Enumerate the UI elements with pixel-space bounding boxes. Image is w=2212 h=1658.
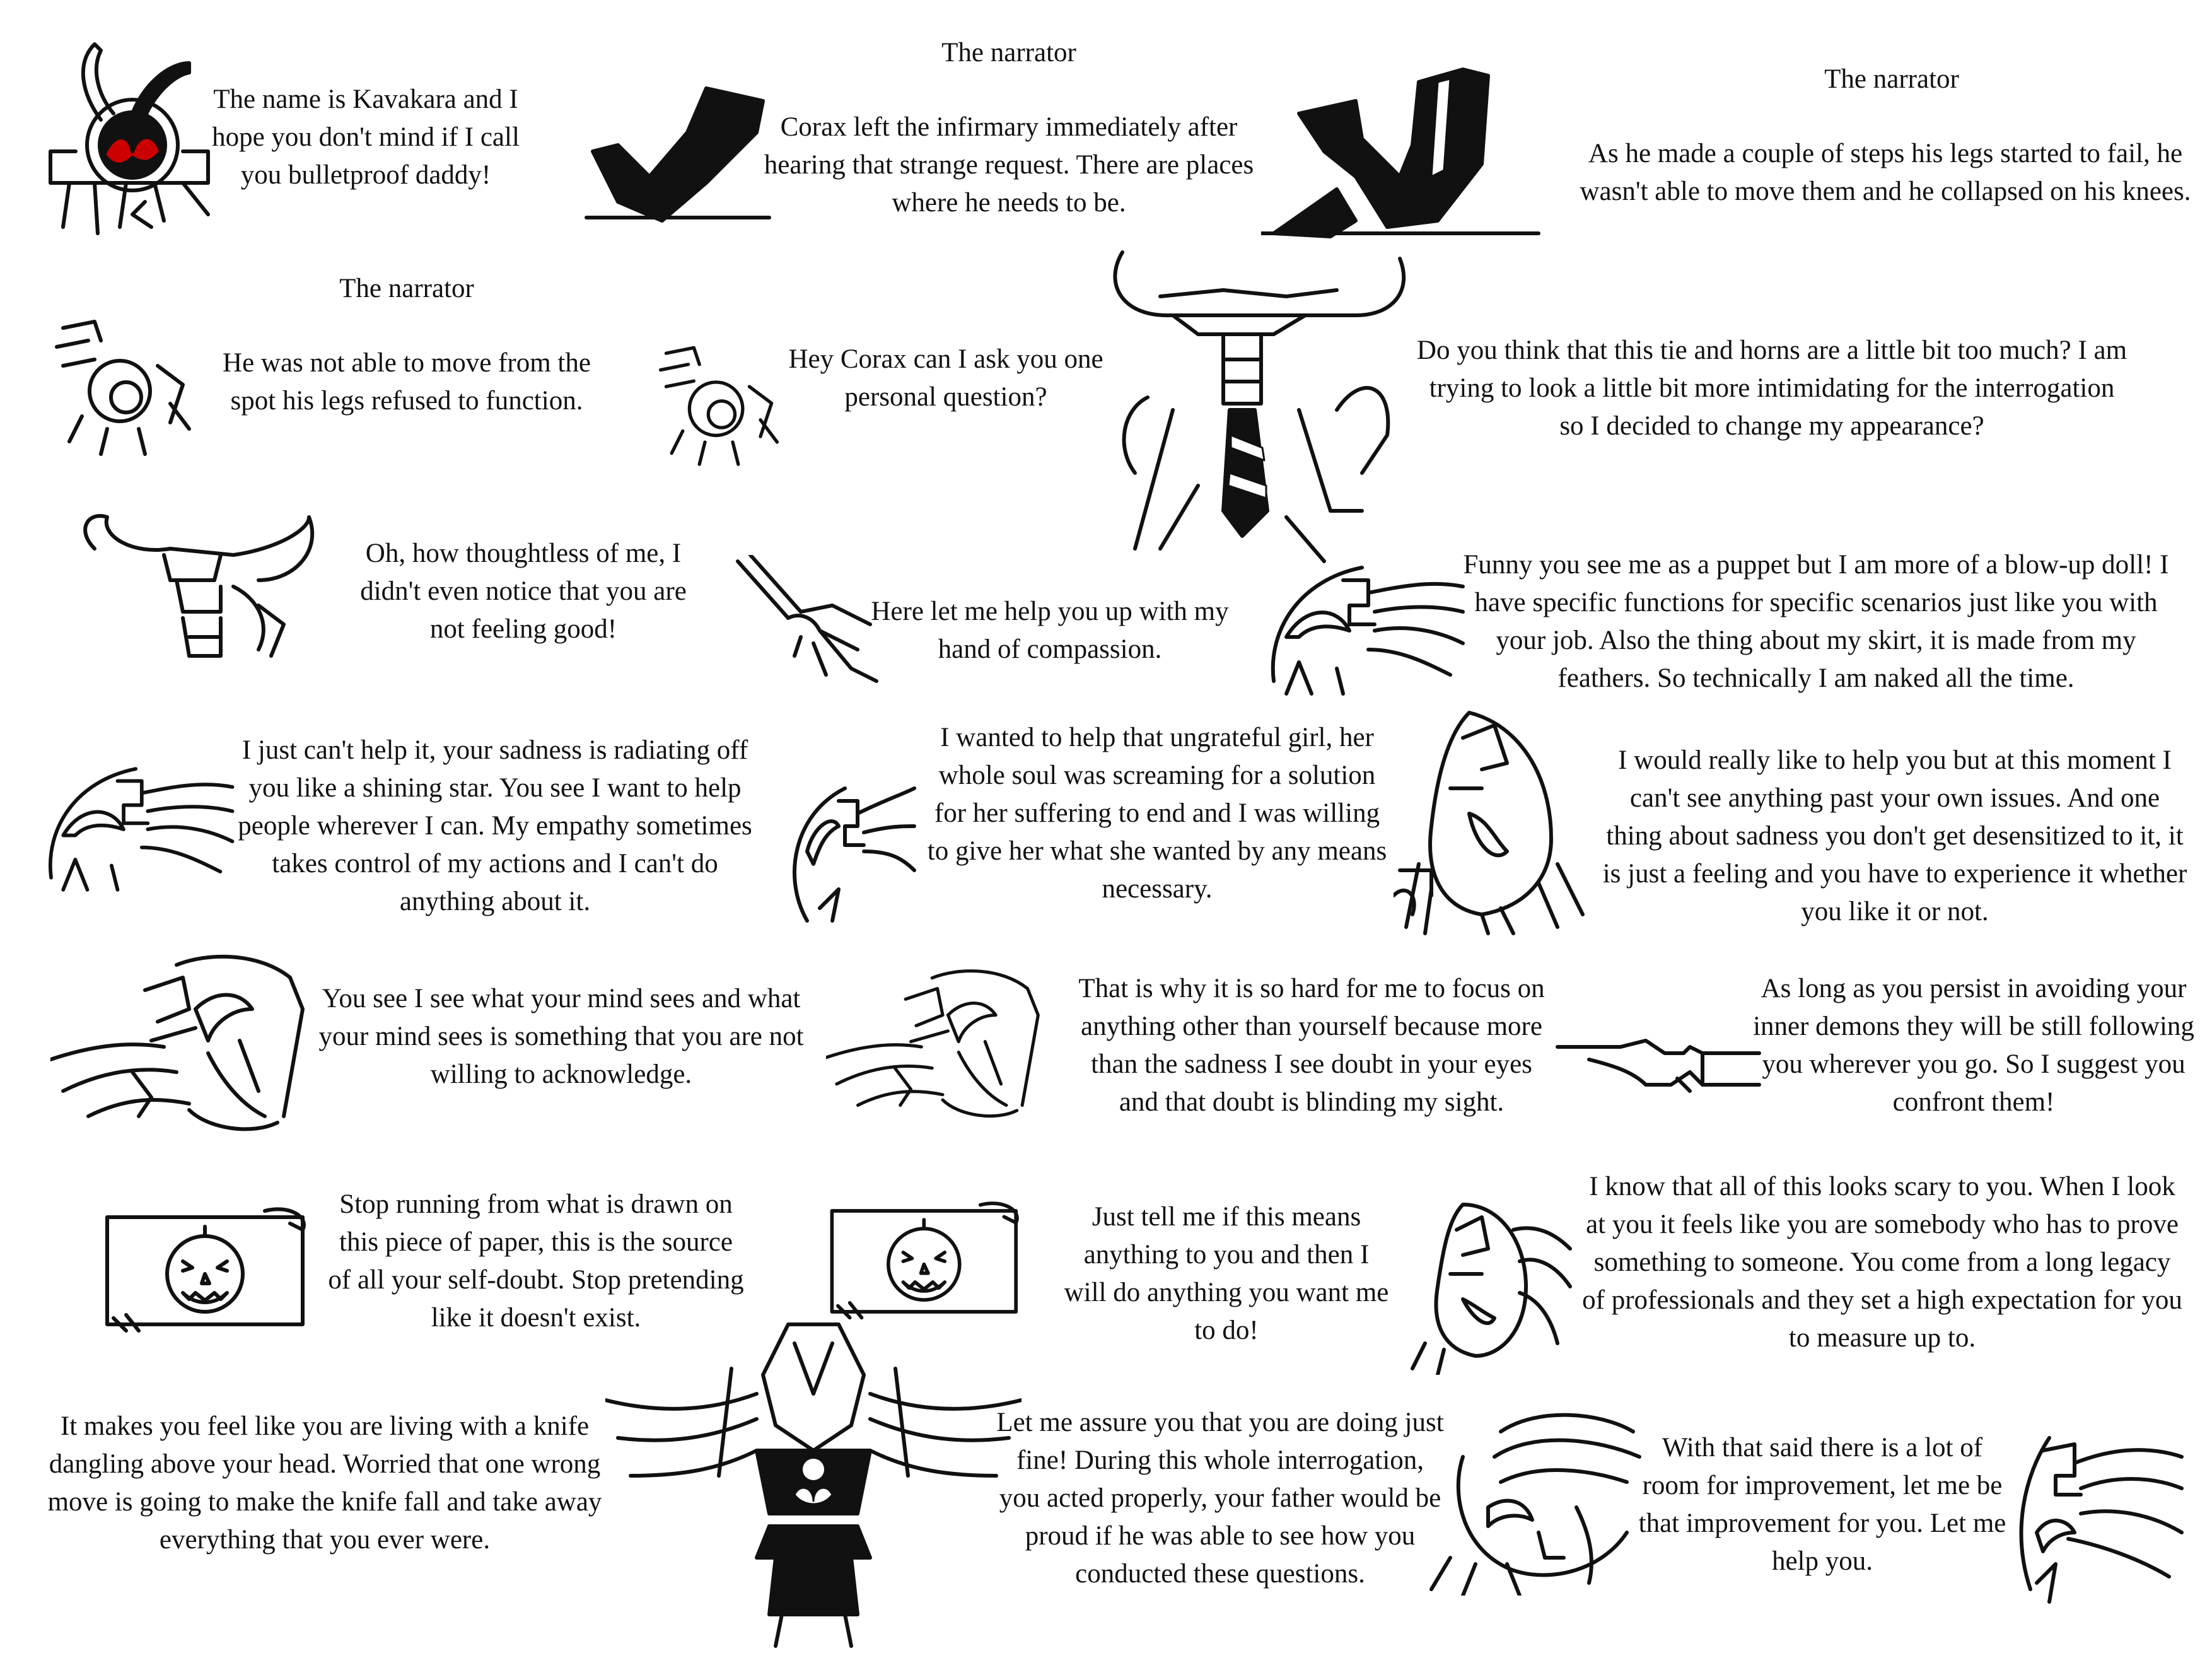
pumpkin-paper-icon xyxy=(826,1198,1028,1324)
tangled-head-icon xyxy=(1425,1406,1652,1596)
panel-inner-demons: As long as you persist in avoiding your inner demons they will be still following you wherever you go. So I suggest you confront them! xyxy=(1753,974,2194,1117)
mask-head-icon xyxy=(1999,1425,2188,1614)
panel-doubt-in-eyes: That is why it is so hard for me to focus on anything other than yourself because more than the sadness I see doubt in your eyes and that doubt is blinding my sight. xyxy=(1078,974,1545,1117)
mask-head-icon xyxy=(1261,555,1469,706)
mask-head-icon xyxy=(1394,700,1595,940)
tangled-head-icon xyxy=(826,959,1059,1135)
panel-ungrateful-girl: I wanted to help that ungrateful girl, her whole soul was screaming for a solution for her suffering to end and I was willing to give her what she wanted by any means necessary. xyxy=(927,723,1387,904)
dangling-figure-icon xyxy=(605,1318,1022,1652)
panel-means-anything: Just tell me if this means anything to you and then I will do anything you want me to do! xyxy=(1064,1202,1389,1345)
kavakara-face-icon xyxy=(38,38,227,240)
helmet-icon xyxy=(44,303,202,460)
tangled-head-icon xyxy=(50,952,328,1141)
helmet-icon xyxy=(649,328,788,473)
panel-past-your-issues: I would really like to help you but at this moment I can't see anything past your own issues. And one thing about sadness you don't get desensitized to it, it is just a feeling and you have to experience it whether you like it or not. xyxy=(1602,745,2187,926)
panel-tie-and-horns: Do you think that this tie and horns are a little bit too much? I am trying to look a little bit more intimidating for the interrogation so I decided to change my appearance? xyxy=(1416,336,2128,441)
panel-kavakara-intro: The name is Kavakara and I hope you don't mind if I call you bulletproof daddy! xyxy=(212,85,520,190)
pumpkin-paper-icon xyxy=(101,1205,315,1337)
panel-legacy: I know that all of this looks scary to you. When I look at you it feels like you are somebody who has to prove something to someone. You come from a long legacy of professionals and they set a high expectation for you to measure up to. xyxy=(1582,1172,2182,1353)
panel-room-for-improvement: With that said there is a lot of room for improvement, let me be that improvement for you. Let me help you. xyxy=(1638,1433,2006,1576)
mask-head-icon xyxy=(769,763,921,927)
panel-hand-of-compassion: Here let me help you up with my hand of compassion. xyxy=(871,597,1229,664)
panel-shining-star: I just can't help it, your sadness is radiating off you like a shining star. You see I want to help people wherever I can. My empathy sometimes takes control of my actions and I can't do anything about it. xyxy=(238,735,752,916)
panel-piece-of-paper: Stop running from what is drawn on this piece of paper, this is the source of all your self-doubt. Stop pretending like it doesn't exist. xyxy=(328,1189,744,1333)
panel-dangling-knife: It makes you feel like you are living with a knife dangling above your head. Worried that one wrong move is going to make the knife fall and take away everything that you ever were. xyxy=(47,1411,602,1555)
panel-thoughtless: Oh, how thoughtless of me, I didn't even notice that you are not feeling good! xyxy=(360,539,687,644)
panel-narration-legs: He was not able to move from the spot his legs refused to function. xyxy=(223,348,591,416)
kneeling-legs-icon xyxy=(1261,63,1551,252)
panel-doing-fine: Let me assure you that you are doing just fine! During this whole interrogation, you acted properly, your father would be proud if he was able to see how you conducted these questions. xyxy=(996,1408,1444,1589)
panel-narration-infirmary: Corax left the infirmary immediately after hearing that strange request. There are places where he needs to be. xyxy=(764,112,1254,218)
mask-head-icon xyxy=(38,757,240,902)
horned-figure-icon xyxy=(1097,246,1425,574)
mask-head-icon xyxy=(1387,1192,1576,1375)
panel-personal-question: Hey Corax can I ask you one personal question? xyxy=(788,344,1103,412)
panel-narration-collapse: As he made a couple of steps his legs started to fail, he wasn't able to move them and he collapsed on his knees. xyxy=(1580,139,2191,206)
boot-icon xyxy=(580,82,782,233)
panel-mind-sees: You see I see what your mind sees and what your mind sees is something that you are not willing to acknowledge. xyxy=(318,984,804,1089)
reaching-hand-icon xyxy=(731,555,883,694)
panel-blow-up-doll: Funny you see me as a puppet but I am more of a blow-up doll! I have specific functions for specific scenarios just like you with your job. Also the thing about my skirt, it is made from my feathers. So technically I am naked all the time. xyxy=(1463,550,2169,693)
narrator-label: The narrator xyxy=(1824,64,1959,94)
pointing-hand-icon xyxy=(1551,1028,1766,1110)
horned-head-icon xyxy=(69,511,322,675)
narrator-label: The narrator xyxy=(339,274,474,303)
narrator-label: The narrator xyxy=(941,38,1076,67)
